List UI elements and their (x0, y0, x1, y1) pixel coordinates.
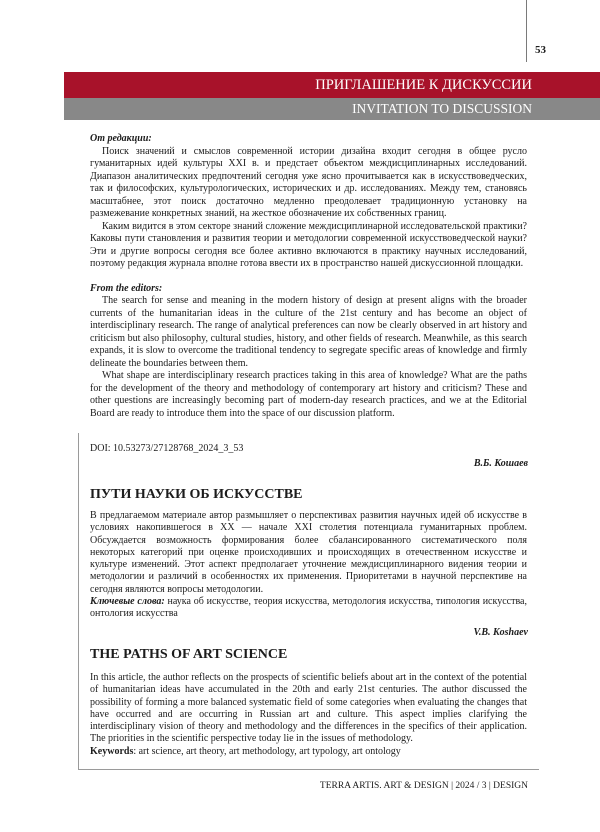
section-banner-en: INVITATION TO DISCUSSION (64, 98, 600, 120)
editorial-note (90, 133, 527, 420)
editorial-en-paragraph-2: What shape are interdisciplinary research practices taking in this area of knowledge? What are the paths for the development of the theory and methodology of contemporary art history and criticism? These and other questions are increasingly becoming part of modern-day research practices, and we at the Editorial Board are ready to introduce them into the space of our discussion platform. (90, 370, 527, 419)
abstract-en (90, 672, 527, 758)
header-rule (526, 0, 527, 62)
keywords-ru (90, 596, 527, 621)
abstract-ru (90, 510, 527, 621)
editorial-en-paragraph-1: The search for sense and meaning in the modern history of design at present aligns with the broader currents of the humanitarian ideas in the culture of the 21st century and has become an object of interdisciplinary research. The range of analytical preferences can now be clearly observed in art history and criticism but also philosophy, cultural studies, history, and other fields of research. Meanwhile, as this search expands, it is slow to overcome the traditional tendency to segregate specific areas of knowledge and firmly delineate the boundaries between them. (90, 295, 527, 369)
editorial-heading-en: From the editors: (90, 282, 163, 294)
article-title-ru: ПУТИ НАУКИ ОБ ИСКУССТВЕ (90, 487, 303, 502)
keywords-text-ru: наука об искусстве, теория искусства, методология искусства, типология искусства, онтология искусства (90, 596, 527, 620)
editorial-ru-paragraph-2: Каким видится в этом секторе знаний сложение междисциплинарной исследовательской практики? Каковы пути становления и развития теории и методологии современной искусствоведческой науки? Эти и другие вопросы сегодня все более активно включаются в практику научных исследований, поэтому редакция журнала вполне готова ввести их в пространство нашей дискуссионной площадки. (90, 220, 527, 269)
article-title-en: THE PATHS OF ART SCIENCE (90, 647, 288, 662)
editorial-heading-ru: От редакции: (90, 133, 152, 144)
keywords-label-ru: Ключевые слова: (90, 596, 165, 608)
keywords-text-en: : art science, art theory, art methodology, art typology, art ontology (133, 745, 401, 757)
keywords-label-en: Keywords (90, 745, 134, 757)
keywords-en (90, 746, 527, 758)
abstract-ru-text: В предлагаемом материале автор размышляет о перспективах развития научных идей об искусстве в условиях накопившегося в XX — начале XXI столетия потенциала гуманитарных проблем. Обсуждается возможность формирования более сбалансированного систематического поля некоторых категорий при оценке происходивших и происходящих в отечественном искусстве и культуре изменений. Этот аспект предполагает уточнение междисциплинарного видения теории и методологии и различий в особенностях их применения. Приоритетами в научной перспективе на сегодня являются вопросы методологии. (90, 510, 527, 595)
author-en: V.B. Koshaev (473, 627, 528, 638)
section-banner-ru: ПРИГЛАШЕНИЕ К ДИСКУССИИ (64, 72, 600, 98)
page-number: 53 (535, 44, 546, 56)
editorial-ru-paragraph-1: Поиск значений и смыслов современной истории дизайна входит сегодня в общее русло гуманитарных идей культуры XXI в. и предстает объектом междисциплинарных исследований. Диапазон аналитических предпочтений сегодня уже ясно прочитывается как в искусствоведческих, так и философских, культурологических, исторических и др. исследованиях. Между тем, становясь масштабнее, этот поиск достаточно медленно преодолевает традиционную установку на размежевание конкретных знаний, на жесткое обозначение их собственных границ. (90, 145, 527, 219)
doi: DOI: 10.53273/27128768_2024_3_53 (90, 443, 244, 454)
author-ru: В.Б. Кошаев (473, 458, 528, 469)
running-footer: TERRA ARTIS. ART & DESIGN | 2024 / 3 | DESIGN (319, 781, 528, 791)
abstract-en-text: In this article, the author reflects on the prospects of scientific beliefs about art in the context of the potential of humanitarian ideas have accumulated in the 20th and early 21st centuries. The author discussed the possibility of forming a more balanced systematic field of some categories when evaluating the changes that have occurred and are occurring in Russian art and culture. This aspect implies clarifying the interdisciplinary vision of theory and methodology and the differences in the specifics of their application. The priorities in the scientific perspective today lie in the issues of methodology. (90, 672, 527, 745)
